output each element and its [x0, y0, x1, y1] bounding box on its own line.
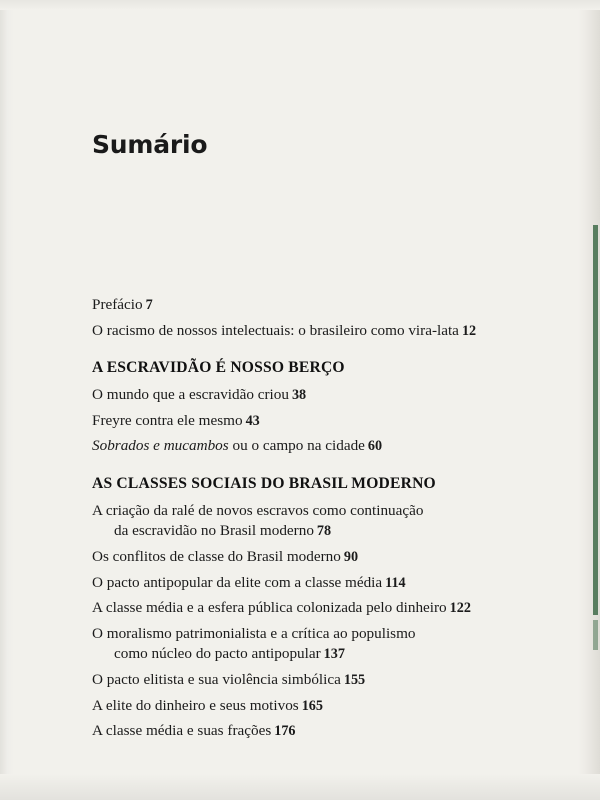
list-item	[92, 435, 522, 457]
toc-entry-label: A elite do dinheiro e seus motivos	[92, 696, 299, 714]
list-item	[92, 384, 522, 406]
toc-entry-continuation	[92, 520, 522, 542]
list-item	[92, 410, 522, 432]
toc-section-1	[92, 359, 522, 457]
toc-entry-label: Freyre contra ele mesmo	[92, 411, 243, 429]
list-item	[92, 546, 522, 568]
table-of-contents	[92, 130, 522, 746]
toc-entry-label: O pacto antipopular da elite com a classe média	[92, 573, 383, 591]
spine-color-band	[593, 225, 598, 615]
toc-section-heading: A ESCRAVIDÃO É NOSSO BERÇO	[92, 359, 345, 377]
list-item	[92, 294, 522, 316]
toc-entry-page: 176	[274, 723, 296, 740]
toc-entry-page: 78	[316, 523, 332, 540]
list-item	[92, 572, 522, 594]
toc-entry-page: 38	[291, 387, 307, 404]
toc-entry-label: O moralismo patrimonialista e a crítica ao populismo	[92, 624, 416, 642]
toc-entry-page: 165	[301, 697, 323, 714]
toc-entry-label: O mundo que a escravidão criou	[92, 386, 289, 404]
toc-entry-label: ou o campo na cidade	[228, 437, 365, 455]
toc-intro-group	[92, 294, 522, 341]
toc-entry-label-cont: da escravidão no Brasil moderno	[114, 522, 314, 540]
toc-entry-page: 137	[323, 646, 345, 663]
toc-entry-page: 90	[343, 549, 359, 566]
page-title: Sumário	[92, 130, 208, 159]
toc-entry-label: O pacto elitista e sua violência simbólica	[92, 670, 341, 688]
toc-entry-continuation	[92, 643, 522, 665]
list-item	[92, 720, 522, 742]
toc-entry-title-italic: Sobrados e mucambos	[92, 437, 229, 455]
toc-entry-label: A classe média e suas frações	[92, 722, 272, 740]
toc-entry-label-cont: como núcleo do pacto antipopular	[114, 645, 321, 663]
page-edge-bottom	[0, 774, 600, 800]
toc-entry-page: 12	[461, 322, 477, 339]
toc-entry-page: 122	[449, 600, 471, 617]
toc-entry-page: 114	[385, 574, 406, 591]
toc-entry-label: A classe média e a esfera pública colonizada pelo dinheiro	[92, 599, 447, 617]
toc-entry-label: A criação da ralé de novos escravos como continuação	[92, 501, 424, 519]
list-item	[92, 500, 522, 542]
toc-section-2	[92, 475, 522, 742]
toc-entry-label: Prefácio	[92, 296, 143, 313]
toc-entry-page: 155	[343, 671, 366, 688]
toc-entry-page: 7	[145, 297, 153, 313]
list-item	[92, 320, 522, 342]
toc-entry-label: O racismo de nossos intelectuais: o brasileiro como vira-lata	[92, 321, 459, 339]
toc-entry-label: Os conflitos de classe do Brasil moderno	[92, 548, 341, 566]
page-edge-left	[0, 0, 14, 800]
list-item	[92, 597, 522, 619]
spine-color-band-lower	[593, 620, 598, 650]
toc-entry-page: 60	[367, 438, 383, 455]
toc-entry-page: 43	[245, 412, 260, 429]
list-item	[92, 695, 522, 717]
list-item	[92, 623, 522, 665]
list-item	[92, 669, 522, 691]
toc-section-heading: AS CLASSES SOCIAIS DO BRASIL MODERNO	[92, 474, 436, 492]
page-edge-top	[0, 0, 600, 10]
